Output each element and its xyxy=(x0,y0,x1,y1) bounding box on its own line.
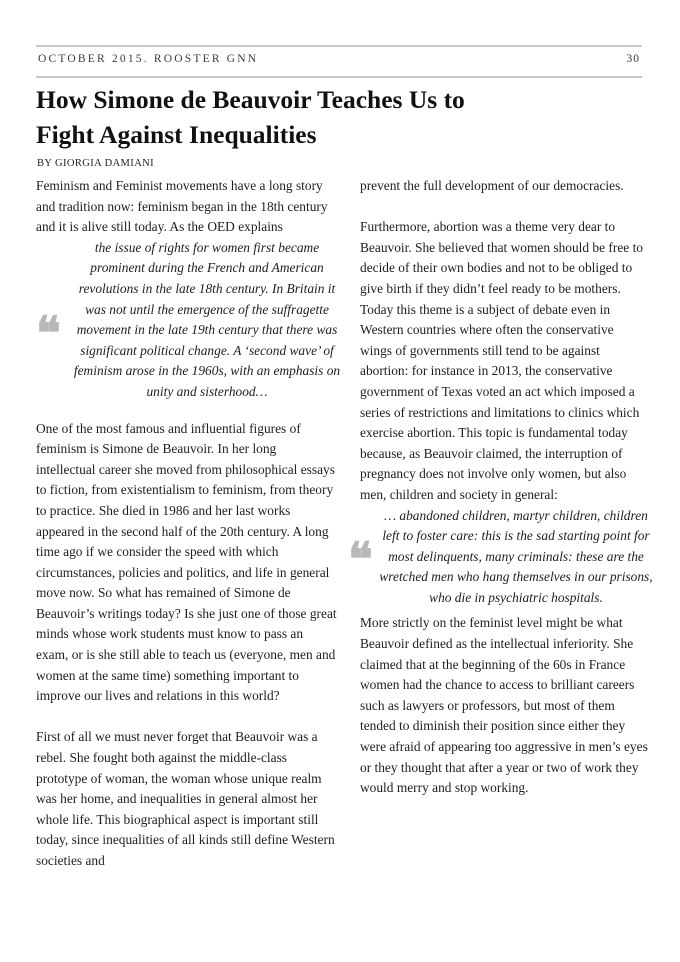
continuation-paragraph: prevent the full development of our democracies. xyxy=(360,178,624,193)
pull-quote-text: the issue of rights for women first became prominent during the French and American revolutions in the late 18th century. In Britain it was not until the emergence of the suffragette movement in the late 19th century that there was significant political change. A ‘second wave’ of feminism arose in the 1960s, with an emphasis on unity and sisterhood… xyxy=(73,239,341,399)
pull-quote-text: … abandoned children, martyr children, children left to foster care: this is the sad starting point for most delinquents, many criminals: these are the wretched men who hang themselves in our prisons, who die in psychiatric hospitals. xyxy=(379,507,653,605)
body-paragraph: More strictly on the feminist level might be what Beauvoir defined as the intellectual inferiority. She claimed that at the beginning of the 60s in France women had the chance to access to brilliant careers such as lawyers or professors, but most of them tended to diminish their position since either they were afraid of appearing too aggressive in men’s eyes or they thought that after a year or two of work they would merry and stop working. xyxy=(360,615,648,796)
left-column xyxy=(36,176,341,872)
header-bottom-rule xyxy=(36,76,642,78)
running-header xyxy=(38,53,640,65)
article-title-line-1: How Simone de Beauvoir Teaches Us to xyxy=(36,85,465,114)
pull-quote-oed xyxy=(36,238,342,403)
body-paragraph: First of all we must never forget that Beauvoir was a rebel. She fought both against the middle-class prototype of woman, the woman whose unique realm was her home, and inequalities in general almost her whole life. This biographical aspect is important still today, since inequalities of all kinds still define Western societies and xyxy=(36,729,335,868)
running-title: OCTOBER 2015. ROOSTER GNN xyxy=(38,53,259,65)
byline: BY GIORGIA DAMIANI xyxy=(37,158,155,169)
body-paragraph: One of the most famous and influential figures of feminism is Simone de Beauvoir. In her long intellectual career she moved from philosophical essays to fiction, from existentialism to feminism, from theory to practice. She died in 1986 and her last works appeared in the second half of the 20th century. A long time ago if we consider the speed with which circumstances, policies and politics, and life in general move now. So what has remained of Simone de Beauvoir’s writings today? Is she just one of those great minds whose work students must know to pass an exam, or is she still able to teach us (everyone, men and women at the same time) something important to improve our lives and relations in this world? xyxy=(36,420,337,704)
header-top-rule xyxy=(36,45,642,47)
article-title xyxy=(36,82,596,152)
intro-paragraph: Feminism and Feminist movements have a long story and tradition now: feminism began in the 18th century and it is alive still today. As the OED explains xyxy=(36,178,328,235)
quote-open-icon: ❝ xyxy=(36,305,61,360)
body-paragraph: Furthermore, abortion was a theme very dear to Beauvoir. She believed that women should be free to decide of their own bodies and not to be obliged to give birth if they didn’t feel ready to be mothers. Today this theme is a subject of debate even in Western countries where often the conservative wings of governments still tend to be against abortion: for instance in 2013, the conservative government of Texas voted an act which imposed a series of restrictions and limitations to clinics which exercise abortion. This topic is fundamental today because, as Beauvoir claimed, the interruption of pregnancy does not involve only women, but also men, children and society in general: xyxy=(360,219,643,502)
pull-quote-beauvoir xyxy=(348,506,658,609)
article-title-line-2: Fight Against Inequalities xyxy=(36,120,317,149)
quote-open-icon: ❝ xyxy=(348,531,373,586)
right-column xyxy=(348,176,653,799)
page-number: 30 xyxy=(626,53,640,65)
